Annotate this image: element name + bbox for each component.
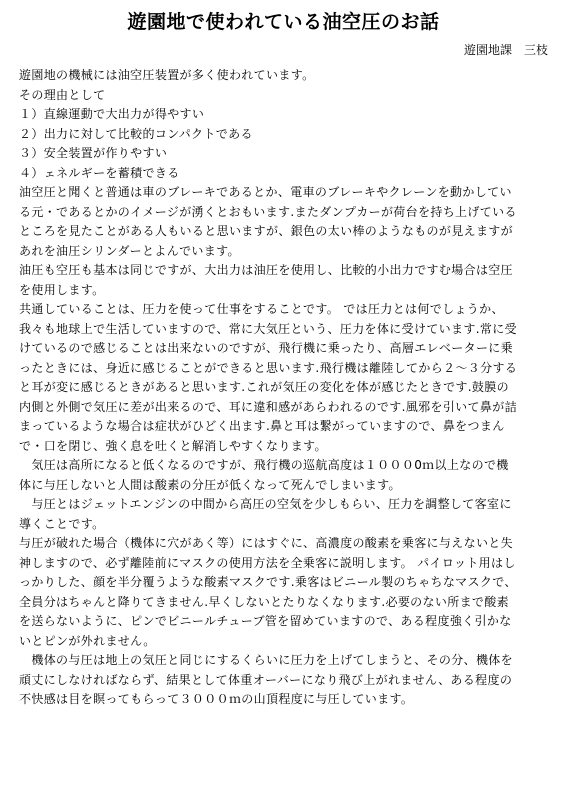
text-line: ところを見たことがある人もいると思いますが、銀色の太い棒のようなものが見えますが — [19, 224, 514, 238]
text-line: 我々も地球上で生活していますので、常に大気圧という、圧力を体に受けています.常に受 — [19, 321, 517, 336]
text-line: けているので感じることは出来ないのですが、飛行機に乗ったり、高層エレベーターに乗 — [19, 341, 514, 355]
text-line: 不快感は目を瞑ってもらって３０００ｍの山頂程度に与圧しています。 — [19, 692, 414, 706]
text-line: で・口を閉じ、強く息を吐くと解消しやすくなります。 — [19, 438, 327, 453]
author-line: 遊園地課 三枝 — [463, 43, 548, 57]
text-line: あれを油圧シリンダーとよんでいます。 — [19, 243, 240, 258]
text-line: 油空圧と聞くと普通は車のブレーキであるとか、電車のブレーキやクレーンを動かしてい — [19, 185, 512, 199]
text-line: いとピンが外れません。 — [19, 633, 156, 648]
text-line: 油圧も空圧も基本は同じですが、大出力は油圧を使用し、比較的小出力ですむ場合は空圧 — [19, 263, 514, 277]
text-line: ３）安全装置が作りやすい — [19, 146, 168, 160]
text-line: 遊園地の機械には油空圧装置が多く使われています。 — [19, 68, 315, 82]
text-line: 頑丈にしなければならず、結果として体重オーバーになり飛び上がれません、ある程度の — [19, 672, 513, 687]
text-line: 与圧とはジェットエンジンの中間から高圧の空気を少しもらい、圧力を調整して客室に — [19, 497, 512, 511]
document-title: 遊園地で使われている油空圧のお話 — [127, 11, 440, 33]
text-line: 全員分はちゃんと降りてきません.早くしないとたりなくなります.必要のない所まで酸素 — [19, 594, 509, 609]
text-line: ４）ェネルギーを蓄積できる — [19, 165, 180, 180]
text-line: 与圧が破れた場合（機体に穴があく等）にはすぐに、高濃度の酸素を乗客に与えないと失 — [19, 536, 514, 550]
text-line: 気圧は高所になると低くなるのですが、飛行機の巡航高度は１０００0ｍ以上なので機 — [19, 458, 509, 472]
text-line: 共通していることは、圧力を使って仕事をすることです。 では圧力とは何でしょうか、 — [19, 302, 504, 316]
text-line: １）直線運動で大出力が得やすい — [19, 107, 205, 121]
text-line: ２）出力に対して比較的コンパクトである — [19, 126, 253, 141]
text-line: っかりした、顔を半分覆うような酸素マスクです.乗客はビニール製のちゃちなマスクで、 — [19, 575, 517, 589]
text-line: と耳が変に感じるときがあると思います.これが気圧の変化を体が感じたときです.鼓膜の — [19, 380, 509, 394]
text-line: 機体の与圧は地上の気圧と同じにするくらいに圧力を上げてしまうと、その分、機体を — [19, 653, 514, 667]
text-line: その理由として — [19, 87, 106, 102]
text-line: まっているような場合は症状がひどく出ます.鼻と耳は繋がっていますので、鼻をつまん — [19, 419, 505, 433]
text-line: 神しますので、必ず離陸前にマスクの使用方法を全乗客に説明します。 パイロット用はし — [19, 555, 516, 570]
document-body — [19, 66, 551, 710]
text-line: る元・であるとかのイメージが湧くとおもいます.またダンプカーが荷台を持ち上げている — [19, 204, 517, 219]
text-line: 内側と外側で気圧に差が出来るので、耳に違和感があらわれるのです.風邪を引いて鼻が詰 — [19, 399, 517, 414]
text-line: ったときには、身近に感じることができると思います.飛行機は離陸してから２～３分する — [19, 360, 518, 375]
text-line: 体に与圧しないと人間は酸素の分圧が低くなって死んでしまいます。 — [19, 477, 401, 492]
text-line: を送らないように、ピンでビニールチューブ管を留めていますので、ある程度強く引かな — [19, 614, 512, 628]
text-line: 導くことです。 — [19, 516, 105, 531]
text-line: を使用します。 — [19, 282, 105, 297]
